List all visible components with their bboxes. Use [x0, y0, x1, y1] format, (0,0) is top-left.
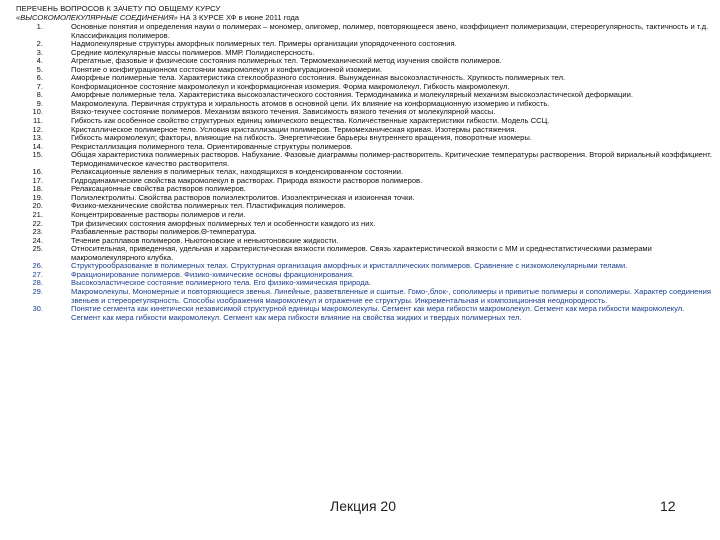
question-text: Гибкость макромолекул; факторы, влияющие на гибкость. Энергетические барьеры внутреннего вращения, поворотные изомеры.	[71, 133, 532, 143]
question-text: Понятие сегмента как кинетически независимой структурной единицы макромолекулы. Сегмент как мера гибкости макромолекул. Сегмент как мера гибкости макромолекул. Сегмент как мера гибкости макромолекул. Сегмент как мера гибкости влияние на свойства жидких и твердых полимерных тел.	[71, 304, 685, 322]
question-number: 19.	[32, 192, 43, 202]
question-text: Высокоэластическое состояние полимерного тела. Его физико-химическая природа.	[71, 278, 371, 288]
question-item	[16, 305, 712, 322]
question-number: 9.	[36, 98, 43, 108]
question-number: 10.	[32, 107, 43, 117]
question-number: 3.	[36, 47, 43, 57]
question-number: 8.	[36, 90, 43, 100]
question-number: 12.	[32, 124, 43, 134]
document-title: ПЕРЕЧЕНЬ ВОПРОСОВ К ЗАЧЕТУ ПО ОБЩЕМУ КУРСУ	[16, 4, 221, 13]
question-text: Три физических состояния аморфных полимерных тел и особенности каждого из них.	[71, 218, 376, 228]
question-text: Гибкость как особенное свойство структурных единиц химического вещества. Количественные характеристики гибкости. Модель ССЦ.	[71, 116, 550, 126]
question-text: Макромолекулы. Мономерные и повторяющиеся звенья. Линейные, разветвленные и сшитые. Гомо-,блок-, сополимеры и привитые полимеры и сополимеры. Характер соединения звеньев и стереорегулярность. Способы изображения макромолекул и отражение ее структуры. Инкрементальная и композиционная неоднородность.	[71, 286, 711, 305]
question-number: 14.	[32, 141, 43, 151]
question-text: Рекристаллизация полимерного тела. Ориентированные структуры полимеров.	[71, 141, 353, 151]
question-text: Структурообразование в полимерных телах. Структурная организация аморфных и кристаллических полимеров. Сравнение с низкомолекулярными телами.	[71, 261, 628, 271]
question-number: 7.	[36, 81, 43, 91]
question-number: 15.	[32, 150, 43, 160]
page-number: 12	[660, 498, 676, 514]
question-item	[16, 23, 712, 40]
question-text: Вязко-текучее состояние полимеров. Механизм вязкого течения. Зависимость вязкого течения от молекулярной массы.	[71, 107, 496, 117]
question-number: 27.	[32, 269, 43, 279]
question-text: Аморфные полимерные тела. Характеристика высокоэластического состояния. Термодинамика и молекулярный механизм высокоэластической деформации.	[71, 90, 633, 100]
question-number: 24.	[32, 235, 43, 245]
question-number: 29.	[32, 286, 43, 296]
question-text: Физико-механические свойства полимерных тел. Пластификация полимеров.	[71, 201, 346, 211]
question-number: 6.	[36, 73, 43, 83]
question-text: Агрегатные, фазовые и физические состояния полимерных тел. Термомеханический метод изучения свойств полимеров.	[71, 56, 502, 66]
question-text: Относительная, приведенная, удельная и характеристическая вязкости полимеров. Связь характеристической вязкости с ММ и среднестатистическими размерами макромолекулярного клубка.	[71, 244, 652, 262]
question-number: 4.	[36, 56, 43, 66]
question-item	[16, 288, 712, 305]
question-number: 26.	[32, 261, 43, 271]
question-item	[16, 151, 712, 168]
question-number: 21.	[32, 210, 43, 220]
course-name: «ВЫСОКОМОЛЕКУЛЯРНЫЕ СОЕДИНЕНИЯ»	[16, 13, 178, 22]
question-text: Аморфные полимерные тела. Характеристика стеклообразного состояния. Вынужденная высокоэластичность. Хрупкость полимерных тел.	[71, 73, 566, 83]
question-list	[16, 23, 712, 322]
question-text: Фракционирование полимеров. Физико-химические основы фракционирования.	[71, 269, 355, 279]
question-number: 5.	[36, 64, 43, 74]
question-text: Разбавленные растворы полимеров.Θ-температура.	[71, 227, 257, 237]
question-number: 25.	[32, 244, 43, 254]
question-text: Средние молекулярные массы полимеров. ММР. Полидисперсность.	[71, 47, 315, 57]
question-number: 13.	[32, 133, 43, 143]
question-text: Полиэлектролиты. Свойства растворов полиэлектролитов. Изоэлектрическая и изоионная точки.	[71, 192, 415, 202]
question-text: Макромолекула. Первичная структура и хиральность атомов в основной цепи. Их влияние на конформационную изомерию и гибкость.	[71, 98, 550, 108]
question-number: 17.	[32, 175, 43, 185]
question-text: Концентрированные растворы полимеров и гели.	[71, 210, 246, 220]
question-text: Релаксационные явления в полимерных телах, находящихся в конденсированном состоянии.	[71, 167, 404, 177]
question-text: Течение расплавов полимеров. Ньютоновские и неньютоновские жидкости.	[71, 235, 339, 245]
question-number: 16.	[32, 167, 43, 177]
question-number: 18.	[32, 184, 43, 194]
question-text: Основные понятия и определения науки о полимерах – мономер, олигомер, полимер, повторяющееся звено, коэффициент полимеризации, стереорегулярность, тактичность и т.д. Классификация полимеров.	[71, 22, 709, 40]
question-text: Кристаллическое полимерное тело. Условия кристаллизации полимеров. Термомеханическая кривая. Изотермы растяжения.	[71, 124, 517, 134]
question-number: 23.	[32, 227, 43, 237]
question-number: 30.	[32, 304, 43, 314]
question-text: Понятие о конфигурационном состоянии макромолекул и конфигурационной изомерии.	[71, 64, 383, 74]
lecture-label: Лекция 20	[330, 498, 396, 514]
document-body	[16, 4, 712, 322]
question-text: Общая характеристика полимерных растворов. Набухание. Фазовые диаграммы полимер-растворитель. Критические температуры растворения. Второй вириальный коэффициент. Термодинамическое качество растворителя.	[71, 150, 712, 168]
question-text: Гидродинамические свойства макромолекул в растворах. Природа вязкости растворов полимеров.	[71, 175, 423, 185]
question-item	[16, 245, 712, 262]
question-number: 11.	[33, 116, 43, 126]
document-subtitle	[16, 13, 712, 22]
question-number: 2.	[36, 39, 43, 49]
question-number: 20.	[32, 201, 43, 211]
question-text: Надмолекулярные структуры аморфных полимерных тел. Примеры организации упорядоченного состояния.	[71, 39, 457, 49]
question-number: 22.	[32, 218, 43, 228]
course-details: НА 3 КУРСЕ ХФ в июне 2011 года	[180, 13, 300, 22]
question-number: 28.	[32, 278, 43, 288]
question-number: 1.	[36, 22, 43, 31]
question-text: Релаксационные свойства растворов полимеров.	[71, 184, 246, 194]
question-text: Конформационное состояние макромолекул и конформационная изомерия. Форма макромолекул. Гибкость макромолекул.	[71, 81, 510, 91]
